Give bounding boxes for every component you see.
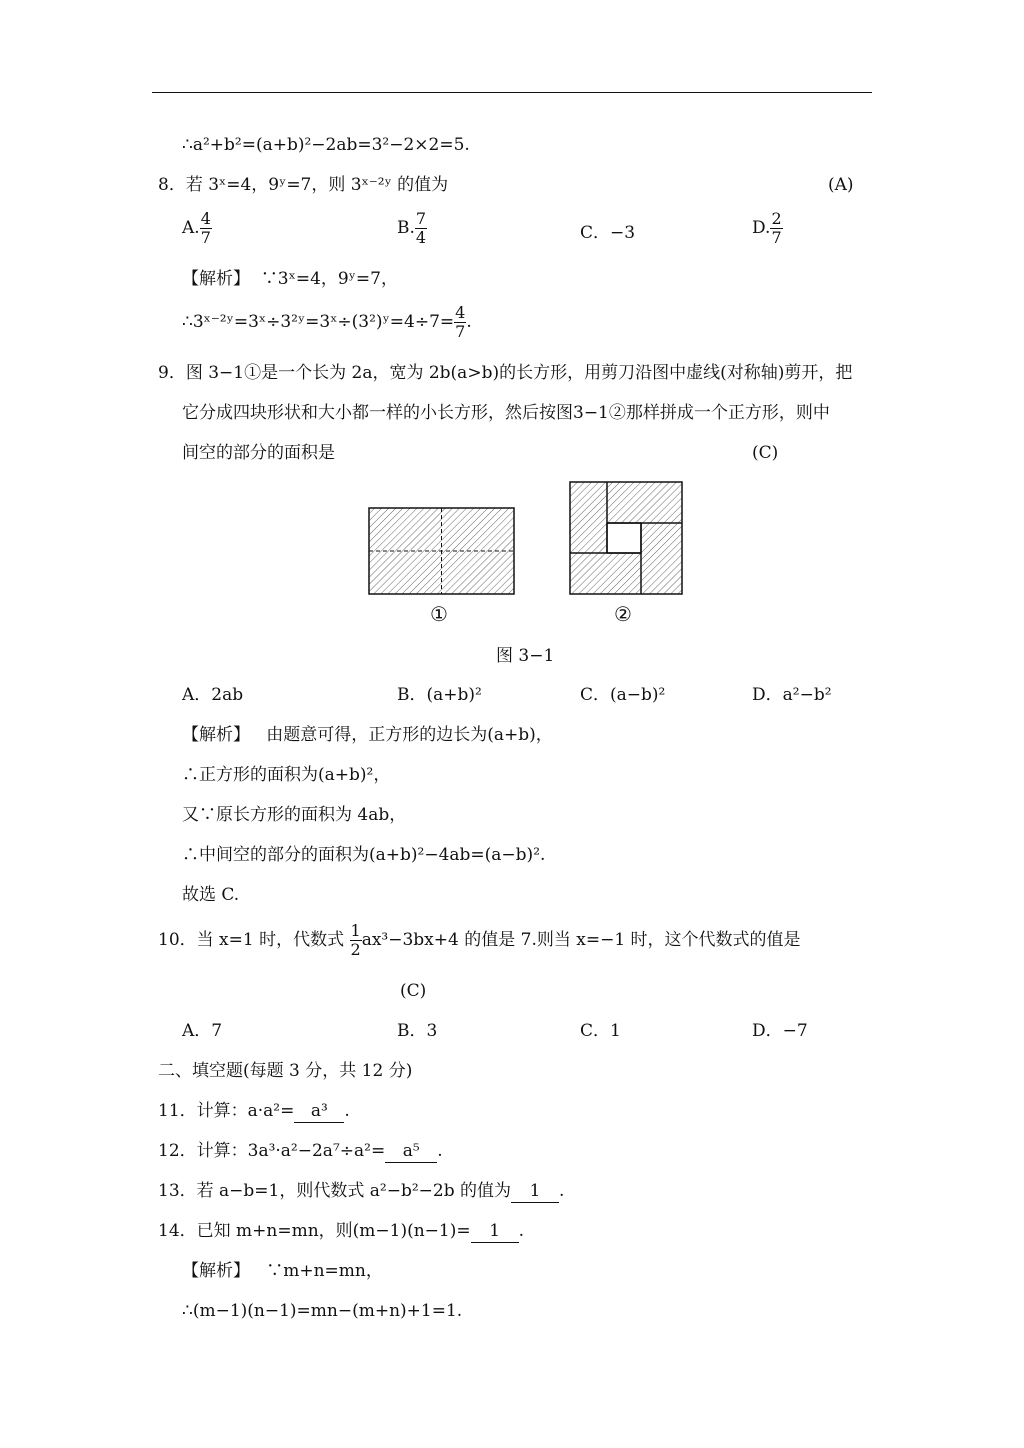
q9-analysis-5: 故选 C.: [182, 885, 240, 905]
q8-option-d: D. $\frac{2}{7}$: [752, 209, 782, 247]
q14-analysis-2: ∴(m−1)(n−1)=mn−(m+n)+1=1.: [182, 1301, 463, 1321]
q9-option-d: D．a²−b²: [752, 685, 832, 705]
header-rule: [152, 92, 872, 93]
figure-2-square: [570, 482, 682, 594]
q9-analysis-4: ∴中间空的部分的面积为(a+b)²−4ab=(a−b)².: [182, 845, 546, 865]
figure-1-rectangle: [369, 508, 514, 594]
q10-option-b: B．3: [397, 1021, 438, 1041]
q14-analysis-1: 【解析】 ∵m+n=mn，: [182, 1261, 383, 1281]
figure-3-1: [362, 478, 702, 608]
figure-label-2: ②: [614, 602, 632, 626]
fraction: $\frac{4}{7}$: [455, 303, 466, 341]
q9-answer: (C): [752, 443, 779, 463]
q11: 11．计算：a·a²= a³ .: [158, 1101, 350, 1121]
fraction: $\frac{4}{7}$: [200, 209, 211, 247]
q10-option-c: C．1: [580, 1021, 621, 1041]
answer-blank: a⁵: [385, 1140, 437, 1163]
q9-option-a: A．2ab: [182, 685, 244, 705]
q8-option-a: A. $\frac{4}{7}$: [182, 209, 211, 247]
fraction: $\frac{1}{2}$: [350, 921, 361, 959]
q9-analysis-3: 又∵原长方形的面积为 4ab，: [182, 805, 407, 825]
figure-label-1: ①: [430, 602, 448, 626]
q10-option-a: A．7: [182, 1021, 223, 1041]
q9-stem-3: 间空的部分的面积是: [182, 443, 335, 463]
answer-blank: 1: [511, 1180, 559, 1203]
q9-analysis-1: 【解析】 由题意可得，正方形的边长为(a+b)，: [182, 725, 553, 745]
answer-blank: a³: [294, 1100, 344, 1123]
q8-answer: (A): [828, 175, 854, 195]
q9-stem-2: 它分成四块形状和大小都一样的小长方形，然后按图3−1②那样拼成一个正方形，则中: [182, 403, 830, 423]
fraction: $\frac{2}{7}$: [771, 209, 782, 247]
q8-option-c: C．−3: [580, 223, 636, 243]
q8-option-b: B. $\frac{7}{4}$: [397, 209, 427, 247]
q12: 12．计算：3a³·a²−2a⁷÷a²= a⁵ .: [158, 1141, 443, 1161]
section-2-heading: 二、填空题(每题 3 分，共 12 分): [158, 1061, 413, 1081]
q8-analysis-1: 【解析】 ∵3ˣ=4，9ʸ=7，: [182, 269, 398, 289]
q8-stem: 8．若 3ˣ=4，9ʸ=7，则 3ˣ⁻²ʸ 的值为: [158, 175, 449, 195]
q10-stem: 10．当 x=1 时，代数式 $\frac{1}{2}$ ax³−3bx+4 的值是 7.则当 x=−1 时，这个代数式的值是: [158, 921, 801, 959]
figure-caption: 图 3−1: [496, 646, 555, 666]
q10-option-d: D．−7: [752, 1021, 808, 1041]
q8-analysis-2: ∴3ˣ⁻²ʸ=3ˣ÷3²ʸ=3ˣ÷(3²)ʸ=4÷7= $\frac{4}{7}$ .: [182, 303, 472, 341]
answer-blank: 1: [471, 1220, 519, 1243]
q9-analysis-2: ∴正方形的面积为(a+b)²，: [182, 765, 391, 785]
therefore-line: ∴a²+b²=(a+b)²−2ab=3²−2×2=5.: [182, 135, 470, 155]
q10-answer: (C): [400, 981, 427, 1001]
q9-option-b: B．(a+b)²: [397, 685, 482, 705]
q13: 13．若 a−b=1，则代数式 a²−b²−2b 的值为 1 .: [158, 1181, 565, 1201]
q9-stem-1: 9．图 3−1①是一个长为 2a，宽为 2b(a>b)的长方形，用剪刀沿图中虚线(对称轴)剪开，把: [158, 363, 853, 383]
fraction: $\frac{7}{4}$: [415, 209, 427, 247]
q9-option-c: C．(a−b)²: [580, 685, 666, 705]
q14: 14．已知 m+n=mn，则(m−1)(n−1)= 1 .: [158, 1221, 525, 1241]
